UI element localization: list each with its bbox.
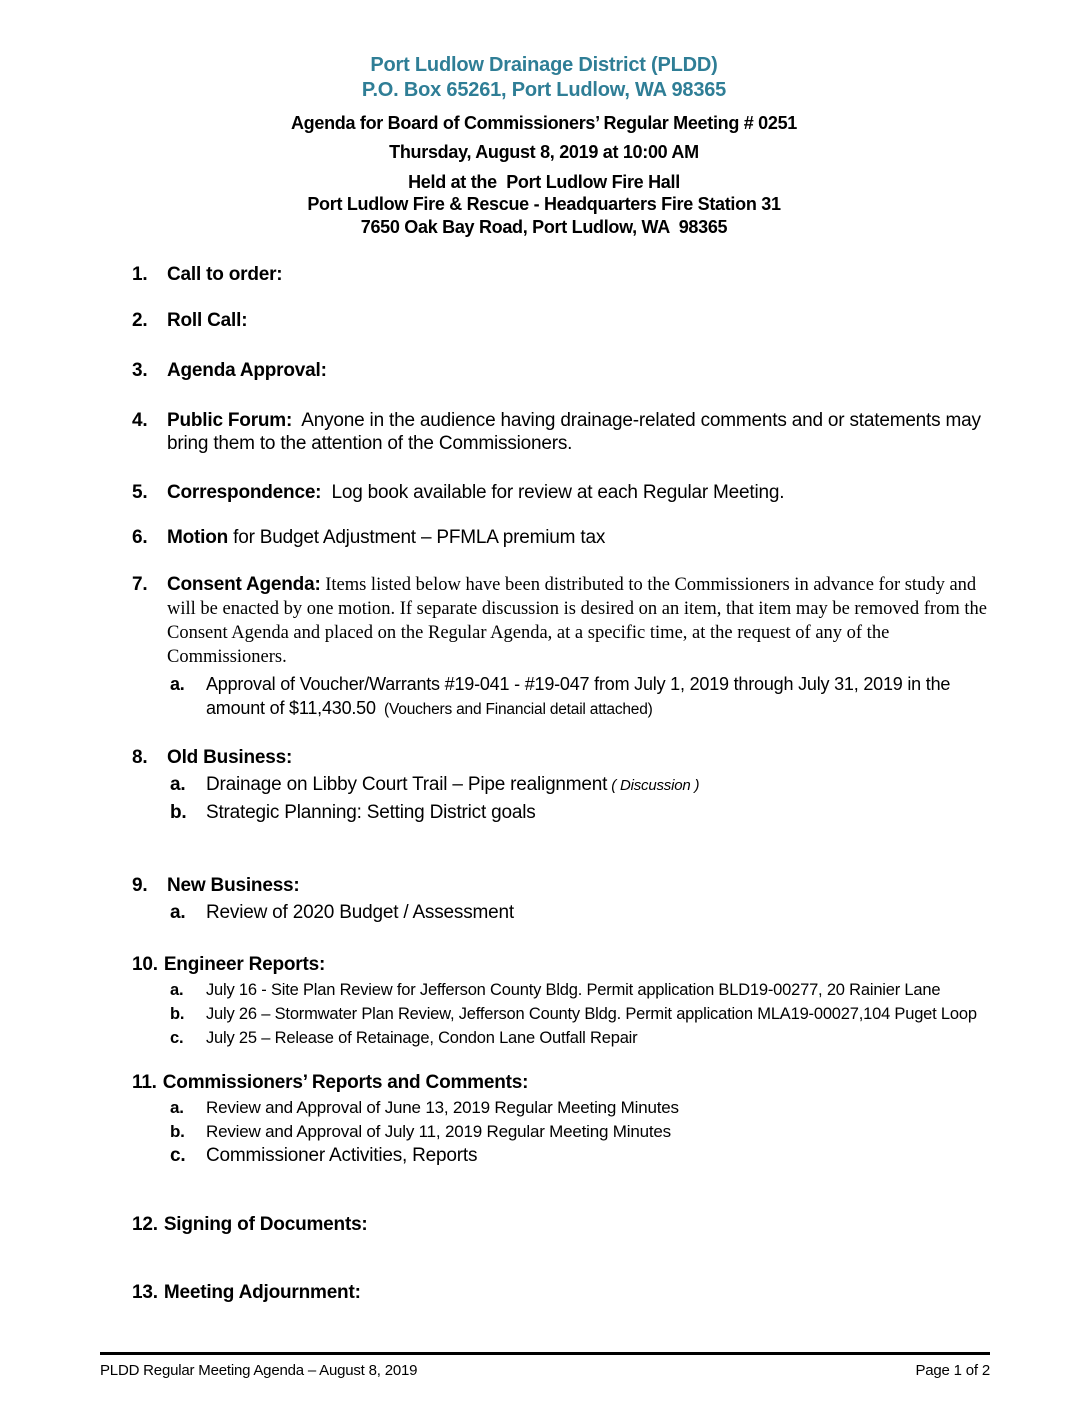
item-title: Engineer Reports: <box>163 954 326 975</box>
agenda-item-6 <box>132 526 992 549</box>
agenda-item-12 <box>132 1213 992 1236</box>
item-number: 1. <box>132 264 148 285</box>
item-number: 2. <box>132 310 148 331</box>
item-title: Roll Call: <box>167 310 248 331</box>
footer-document-title: PLDD Regular Meeting Agenda – August 8, 2019 <box>100 1362 418 1379</box>
sub-item-8a <box>170 774 992 797</box>
sub-item-11a <box>170 1097 992 1118</box>
sub-letter: c. <box>170 1029 184 1047</box>
agenda-item-13 <box>132 1281 992 1304</box>
item-body: Anyone in the audience having drainage-related comments and or statements may bring them to the attention of the Commissioners. <box>167 410 986 454</box>
sub-letter: b. <box>170 802 187 823</box>
item-title: Agenda Approval: <box>167 360 327 381</box>
item-title: Correspondence: <box>167 482 322 503</box>
item-number: 6. <box>132 527 148 548</box>
item-title: Motion <box>167 527 229 548</box>
sub-text: Drainage on Libby Court Trail – Pipe realignment <box>206 774 608 795</box>
item-number: 4. <box>132 410 148 431</box>
item-number: 7. <box>132 574 148 595</box>
org-address: P.O. Box 65261, Port Ludlow, WA 98365 <box>361 79 727 101</box>
item-title: New Business: <box>167 875 300 896</box>
agenda-item-10 <box>132 953 992 1048</box>
item-title: Old Business: <box>167 747 293 768</box>
item-title: Meeting Adjournment: <box>163 1282 361 1303</box>
agenda-item-7 <box>132 573 992 722</box>
sub-text: Review and Approval of July 11, 2019 Regular Meeting Minutes <box>206 1122 671 1141</box>
sub-item-11c <box>170 1144 992 1167</box>
item-body: Log book available for review at each Regular Meeting. <box>321 482 785 503</box>
sub-item-9a <box>170 902 992 924</box>
agenda-item-3 <box>132 359 992 382</box>
sub-note: (Vouchers and Financial detail attached) <box>375 701 653 718</box>
item-number: 5. <box>132 482 148 503</box>
page-footer <box>100 1352 990 1380</box>
agenda-item-5 <box>132 481 992 504</box>
venue-line-1: Held at the Port Ludlow Fire Hall <box>408 172 680 192</box>
agenda-item-1 <box>132 263 992 286</box>
agenda-title: Agenda for Board of Commissioners’ Regular Meeting # 0251 <box>290 113 798 133</box>
sub-letter: b. <box>170 1005 185 1023</box>
org-name: Port Ludlow Drainage District (PLDD) <box>370 54 718 76</box>
sub-text: Strategic Planning: Setting District goals <box>206 802 536 823</box>
item-number: 10. <box>132 954 158 975</box>
sub-text: July 16 - Site Plan Review for Jefferson County Bldg. Permit application BLD19-00277, 20 Rainier Lane <box>206 981 941 999</box>
agenda-list <box>0 239 1088 1304</box>
footer-page-number: Page 1 of 2 <box>915 1362 990 1379</box>
sub-item-10b <box>170 1004 992 1024</box>
item-number: 9. <box>132 875 148 896</box>
agenda-item-9 <box>132 874 992 924</box>
venue-line-2: Port Ludlow Fire & Rescue - Headquarters Fire Station 31 <box>307 194 781 214</box>
sub-item-8b <box>170 802 992 824</box>
agenda-item-2 <box>132 309 992 332</box>
sub-letter: a. <box>170 674 185 694</box>
item-title: Signing of Documents: <box>163 1214 368 1235</box>
item-number: 3. <box>132 360 148 381</box>
sub-text: July 26 – Stormwater Plan Review, Jefferson County Bldg. Permit application MLA19-00027,104 Puget Loop <box>206 1005 977 1023</box>
item-title: Consent Agenda: <box>167 574 321 595</box>
sub-letter: a. <box>170 981 184 999</box>
sub-letter: b. <box>170 1122 185 1141</box>
item-title: Commissioners’ Reports and Comments: <box>162 1072 529 1093</box>
sub-letter: a. <box>170 902 186 923</box>
item-body: Items listed below have been distributed to the Commissioners in advance for study and will be enacted by one motion. If separate discussion is desired on an item, that item may be removed from the Consent Agenda and placed on the Regular Agenda, at a specific time, at the request of any of the Commissioners. <box>167 575 992 667</box>
item-number: 13. <box>132 1282 158 1303</box>
item-title: Call to order: <box>167 264 283 285</box>
item-title: Public Forum: <box>167 410 293 431</box>
sub-text: Approval of Voucher/Warrants #19-041 - #19-047 from July 1, 2019 through July 31, 2019 in the amount of $11,430.50 <box>206 674 956 718</box>
sub-item-10a <box>170 980 992 1000</box>
item-number: 8. <box>132 747 148 768</box>
meeting-datetime: Thursday, August 8, 2019 at 10:00 AM <box>389 142 699 162</box>
sub-item-7a <box>170 672 992 722</box>
agenda-item-8 <box>132 746 992 824</box>
sub-letter: a. <box>170 1098 184 1117</box>
agenda-item-4 <box>132 409 992 455</box>
sub-text: Commissioner Activities, Reports <box>206 1145 478 1166</box>
sub-text: Review of 2020 Budget / Assessment <box>206 902 514 923</box>
sub-text: July 25 – Release of Retainage, Condon Lane Outfall Repair <box>206 1029 638 1047</box>
venue-line-3: 7650 Oak Bay Road, Port Ludlow, WA 98365 <box>360 217 728 237</box>
sub-item-10c <box>170 1028 992 1048</box>
item-body: for Budget Adjustment – PFMLA premium tax <box>228 527 606 548</box>
sub-letter: c. <box>170 1145 186 1166</box>
agenda-item-11 <box>132 1071 992 1167</box>
sub-letter: a. <box>170 774 186 795</box>
sub-item-11b <box>170 1121 992 1142</box>
sub-note: ( Discussion ) <box>607 777 700 794</box>
document-header <box>0 0 1088 239</box>
item-number: 12. <box>132 1214 158 1235</box>
sub-text: Review and Approval of June 13, 2019 Regular Meeting Minutes <box>206 1098 679 1117</box>
item-number: 11. <box>132 1072 157 1093</box>
